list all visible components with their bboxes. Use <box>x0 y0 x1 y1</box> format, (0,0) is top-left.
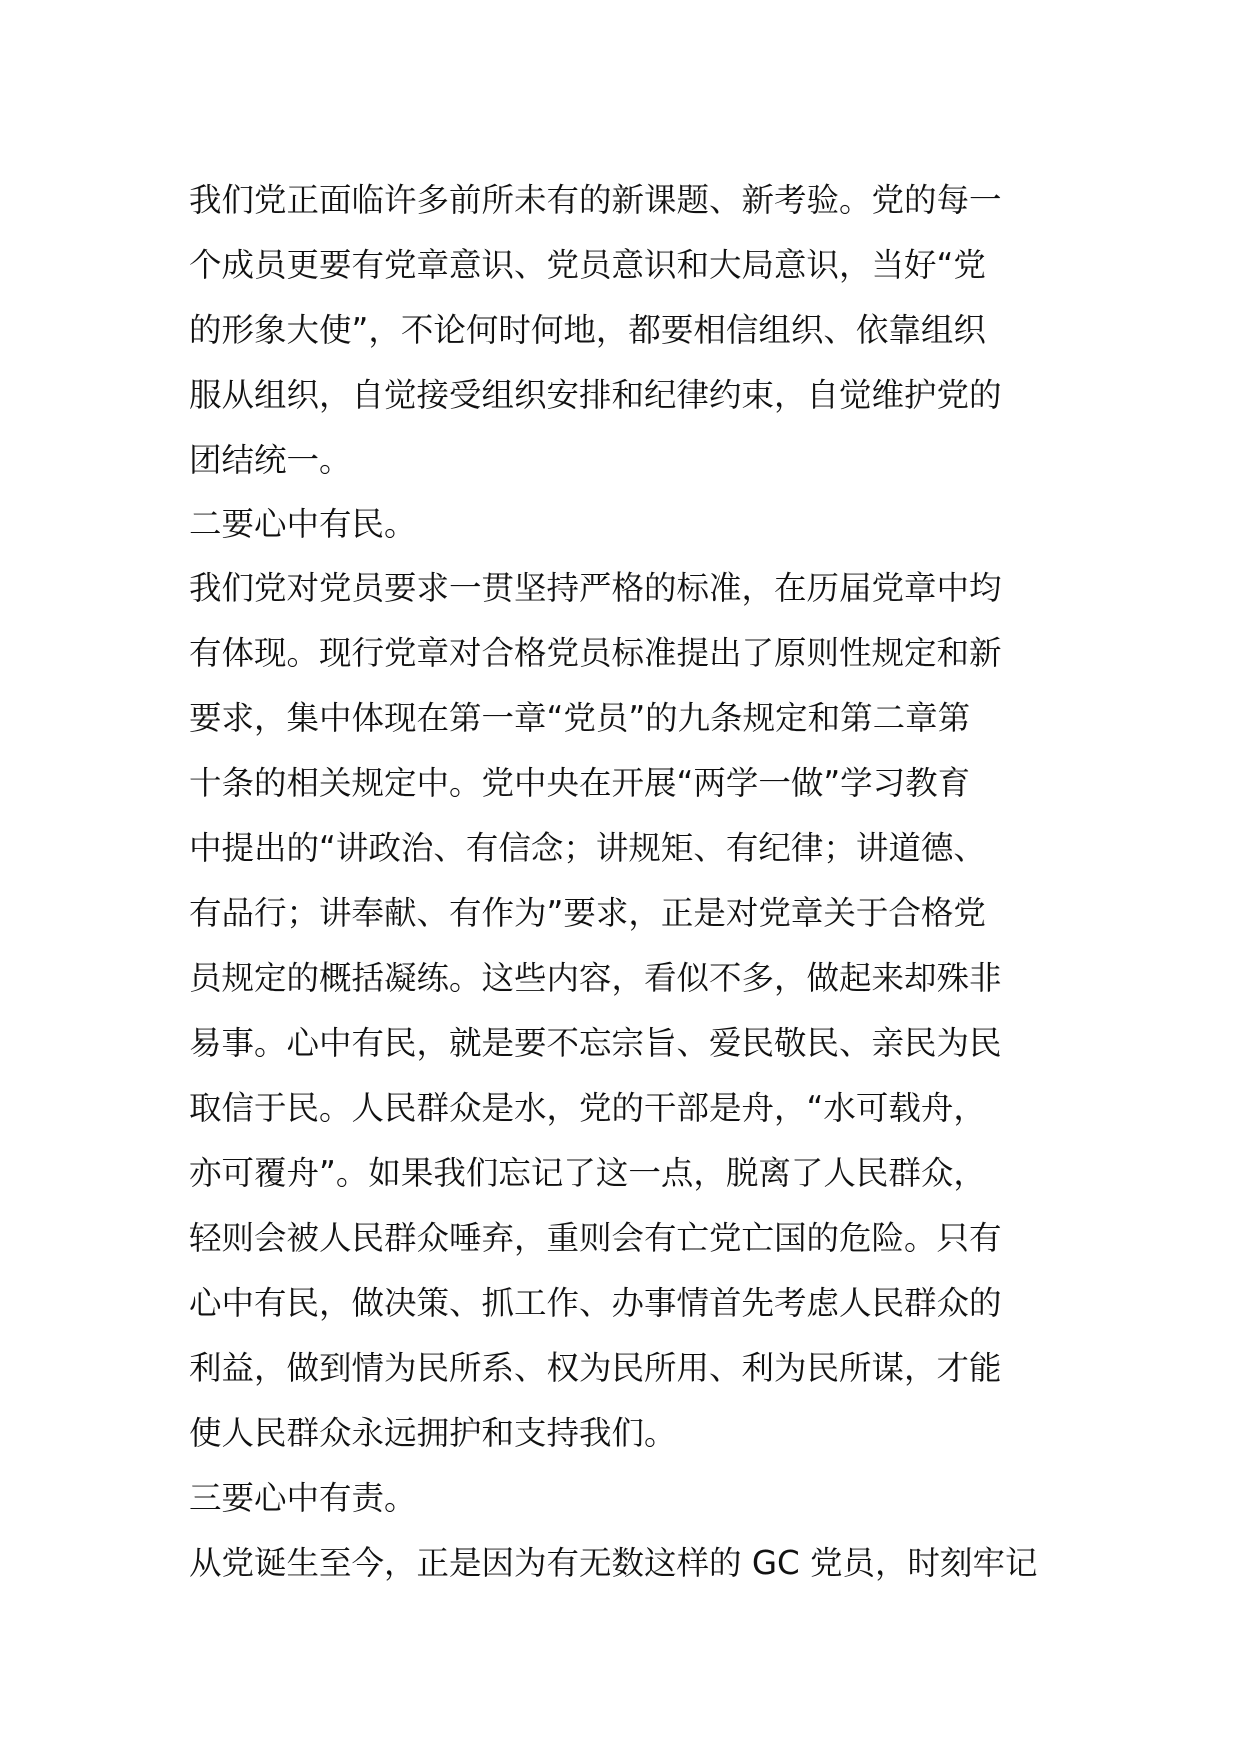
text-line: 有品行；讲奉献、有作为”要求，正是对党章关于合格党 <box>189 894 986 932</box>
text-line: 心中有民，做决策、抓工作、办事情首先考虑人民群众的 <box>189 1284 1002 1322</box>
text-line: 有体现。现行党章对合格党员标准提出了原则性规定和新 <box>189 634 1002 672</box>
text-line: 亦可覆舟”。如果我们忘记了这一点，脱离了人民群众， <box>189 1154 986 1192</box>
text-line: 个成员更要有党章意识、党员意识和大局意识，当好“党 <box>189 246 986 284</box>
section-heading: 二要心中有民。 <box>189 505 417 543</box>
text-line: 要求，集中体现在第一章“党员”的九条规定和第二章第 <box>189 699 971 737</box>
text-line: 使人民群众永远拥护和支持我们。 <box>189 1414 677 1452</box>
text-line: 从党诞生至今，正是因为有无数这样的 GC 党员，时刻牢记 <box>189 1544 1038 1582</box>
text-line: 十条的相关规定中。党中央在开展“两学一做”学习教育 <box>189 764 971 802</box>
text-line: 服从组织，自觉接受组织安排和纪律约束，自觉维护党的 <box>189 376 1002 414</box>
text-line: 我们党正面临许多前所未有的新课题、新考验。党的每一 <box>189 181 1002 219</box>
text-line: 易事。心中有民，就是要不忘宗旨、爱民敬民、亲民为民 <box>189 1024 1002 1062</box>
text-line: 中提出的“讲政治、有信念；讲规矩、有纪律；讲道德、 <box>189 829 986 867</box>
text-line: 的形象大使”，不论何时何地，都要相信组织、依靠组织 <box>189 311 986 349</box>
section-heading: 三要心中有责。 <box>189 1479 417 1517</box>
text-line: 我们党对党员要求一贯坚持严格的标准，在历届党章中均 <box>189 569 1002 607</box>
text-line: 利益，做到情为民所系、权为民所用、利为民所谋，才能 <box>189 1349 1002 1387</box>
text-line: 轻则会被人民群众唾弃，重则会有亡党亡国的危险。只有 <box>189 1219 1002 1257</box>
text-line: 团结统一。 <box>189 441 352 479</box>
text-line: 取信于民。人民群众是水，党的干部是舟，“水可载舟， <box>189 1089 986 1127</box>
text-line: 员规定的概括凝练。这些内容，看似不多，做起来却殊非 <box>189 959 1002 997</box>
